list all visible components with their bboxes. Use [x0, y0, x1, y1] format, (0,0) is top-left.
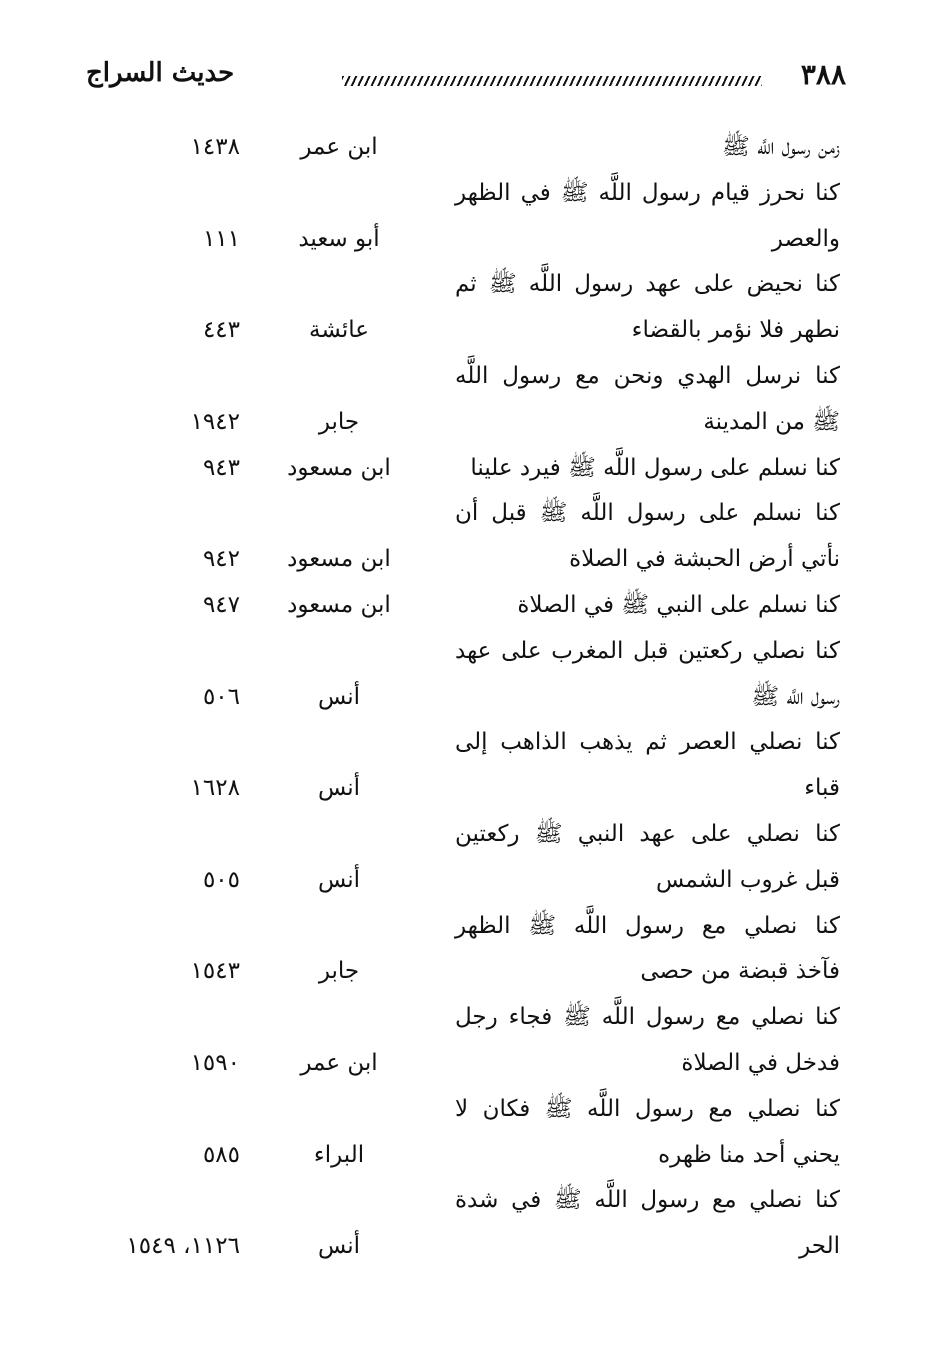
- narrator: ابن عمر: [300, 134, 378, 160]
- hadith-text: كنا نصلي مع رسول اللَّه ﷺ فجاء رجل: [455, 1004, 840, 1031]
- entry-line: [0, 905, 932, 951]
- entry-line: [0, 263, 932, 309]
- index-entry: [0, 996, 932, 1088]
- narrator: ابن مسعود: [287, 454, 391, 481]
- entry-line: [0, 859, 932, 905]
- index-entry: [0, 172, 932, 264]
- hadith-text: كنا نحرز قيام رسول اللَّه ﷺ في الظهر: [455, 179, 840, 206]
- hadith-number: ٥٨٥: [202, 1141, 240, 1168]
- index-entry: [0, 630, 932, 722]
- narrator: أبو سعيد: [298, 225, 380, 252]
- hadith-text: كنا نحيض على عهد رسول اللَّه ﷺ ثم: [455, 271, 840, 298]
- hadith-text: يحني أحد منا ظهره: [658, 1141, 840, 1168]
- narrator: ابن مسعود: [287, 591, 391, 618]
- index-entry: [0, 813, 932, 905]
- entry-line: [0, 813, 932, 859]
- entry-line: [0, 721, 932, 767]
- entry-line: [0, 1225, 932, 1271]
- hadith-text: ﷺ من المدينة: [703, 408, 840, 435]
- index-entry: [0, 721, 932, 813]
- index-entry: [0, 584, 932, 630]
- hadith-number: ٩٤٧: [202, 591, 240, 618]
- narrator: أنس: [317, 775, 361, 802]
- narrator: جابر: [318, 408, 360, 435]
- entry-line: [0, 950, 932, 996]
- hadith-number: ٥٠٦: [202, 683, 240, 710]
- index-entry: [0, 355, 932, 447]
- hadith-number: ١٩٤٢: [190, 408, 240, 435]
- entry-line: [0, 1179, 932, 1225]
- narrator: جابر: [318, 958, 360, 985]
- entry-line: [0, 996, 932, 1042]
- hadith-number: ١١١: [202, 225, 240, 252]
- hadith-text: فآخذ قبضة من حصى: [640, 958, 840, 985]
- hadith-text: كنا نسلم على رسول اللَّه ﷺ فيرد علينا: [470, 454, 840, 481]
- hadith-text: كنا نسلم على رسول اللَّه ﷺ قبل أن: [455, 500, 840, 527]
- hadith-number: ٩٤٢: [202, 546, 240, 573]
- hadith-number: ١٦٢٨: [190, 775, 240, 802]
- hadith-text: نأتي أرض الحبشة في الصلاة: [569, 546, 840, 573]
- hadith-text: كنا نصلي العصر ثم يذهب الذاهب إلى: [455, 729, 840, 756]
- entry-line: [0, 1042, 932, 1088]
- page-header: [0, 54, 932, 104]
- index-entry: [0, 905, 932, 997]
- entry-line: [0, 676, 932, 722]
- index-entry: [0, 1179, 932, 1271]
- index-entry: [0, 447, 932, 493]
- entry-line: [0, 492, 932, 538]
- hadith-text: قبل غروب الشمس: [656, 866, 840, 893]
- entry-line: [0, 126, 932, 172]
- entry-line: [0, 401, 932, 447]
- hadith-text: قباء: [804, 775, 840, 802]
- hadith-number: ٥٠٥: [202, 866, 240, 893]
- hadith-text: الحر: [799, 1233, 840, 1260]
- hadith-text: كنا نصلي مع رسول اللَّه ﷺ الظهر: [455, 912, 840, 939]
- hadith-number: ٤٤٣: [202, 317, 240, 344]
- hadith-text: زمن رسول اللَّه ﷺ: [722, 134, 840, 160]
- hadith-text: نطهر فلا نؤمر بالقضاء: [631, 317, 840, 344]
- hadith-text: فدخل في الصلاة: [681, 1049, 840, 1076]
- hadith-number: ٩٤٣: [202, 454, 240, 481]
- entry-line: [0, 538, 932, 584]
- hadith-text: كنا نسلم على النبي ﷺ في الصلاة: [517, 591, 840, 618]
- hadith-number: ١١٢٦، ١٥٤٩: [126, 1233, 240, 1260]
- hadith-text: كنا نصلي مع رسول اللَّه ﷺ فكان لا: [455, 1095, 840, 1122]
- book-title: حديث السراج: [86, 58, 235, 88]
- index-entry: [0, 126, 932, 172]
- entry-line: [0, 767, 932, 813]
- hadith-number: ١٤٣٨: [190, 134, 240, 160]
- narrator: أنس: [317, 1233, 361, 1260]
- index-entry: [0, 263, 932, 355]
- entry-line: [0, 1134, 932, 1180]
- hadith-text: رسول اللَّه ﷺ: [751, 683, 840, 710]
- narrator: أنس: [317, 683, 361, 710]
- hadith-text: والعصر: [771, 225, 840, 252]
- narrator: أنس: [317, 866, 361, 893]
- entry-line: [0, 309, 932, 355]
- entry-line: [0, 172, 932, 218]
- narrator: ابن عمر: [300, 1049, 378, 1076]
- hadith-text: كنا نصلي مع رسول اللَّه ﷺ في شدة: [455, 1187, 840, 1214]
- entry-line: [0, 584, 932, 630]
- hadith-number: ١٥٤٣: [190, 958, 240, 985]
- entry-line: [0, 630, 932, 676]
- entry-line: [0, 1088, 932, 1134]
- hadith-index-table: [0, 126, 932, 1271]
- hadith-text: كنا نرسل الهدي ونحن مع رسول اللَّه: [455, 362, 840, 389]
- hadith-number: ١٥٩٠: [190, 1049, 240, 1076]
- index-entry: [0, 1088, 932, 1180]
- entry-line: [0, 218, 932, 264]
- hadith-text: كنا نصلي على عهد النبي ﷺ ركعتين: [455, 820, 840, 847]
- narrator: البراء: [313, 1141, 365, 1168]
- page-number: ٣٨٨: [800, 58, 846, 91]
- header-rule: [342, 76, 762, 86]
- narrator: ابن مسعود: [287, 546, 391, 573]
- index-entry: [0, 492, 932, 584]
- hadith-text: كنا نصلي ركعتين قبل المغرب على عهد: [455, 637, 840, 664]
- narrator: عائشة: [309, 317, 369, 344]
- entry-line: [0, 447, 932, 493]
- entry-line: [0, 355, 932, 401]
